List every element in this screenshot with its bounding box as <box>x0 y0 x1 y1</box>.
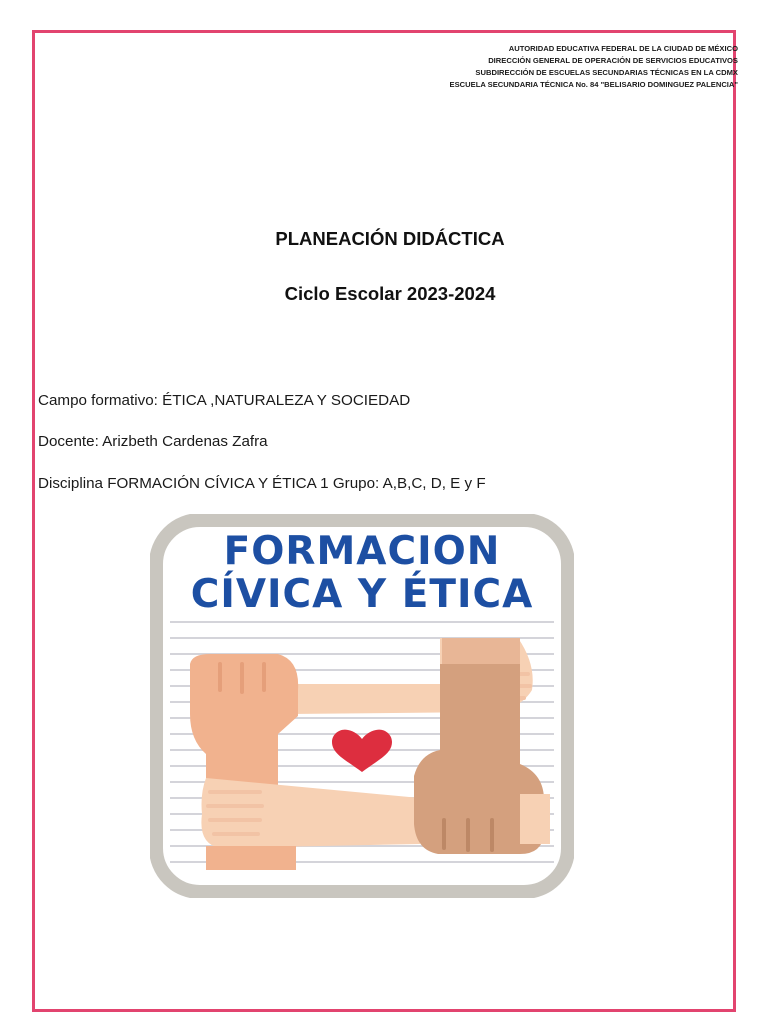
campo-formativo: Campo formativo: ÉTICA ,NATURALEZA Y SOCIEDAD <box>38 392 411 409</box>
header-line-3: SUBDIRECCIÓN DE ESCUELAS SECUNDARIAS TÉCNICAS EN LA CDMX <box>475 68 738 77</box>
school-year: Ciclo Escolar 2023-2024 <box>284 283 496 304</box>
logo-text-line-1: FORMACION <box>223 529 501 574</box>
header-line-4: ESCUELA SECUNDARIA TÉCNICA No. 84 "BELISARIO DOMINGUEZ PALENCIA" <box>449 80 738 89</box>
header-line-1: AUTORIDAD EDUCATIVA FEDERAL DE LA CIUDAD DE MÉXICO <box>508 44 738 53</box>
header-line-2: DIRECCIÓN GENERAL DE OPERACIÓN DE SERVICIOS EDUCATIVOS <box>488 56 738 65</box>
docente: Docente: Arizbeth Cardenas Zafra <box>38 433 268 450</box>
document-title: PLANEACIÓN DIDÁCTICA <box>275 228 505 249</box>
institution-header <box>318 43 738 91</box>
civics-logo-illustration <box>150 514 574 898</box>
logo-text-line-2: CÍVICA Y ÉTICA <box>190 572 534 617</box>
disciplina: Disciplina FORMACIÓN CÍVICA Y ÉTICA 1 Grupo: A,B,C, D, E y F <box>38 475 486 492</box>
